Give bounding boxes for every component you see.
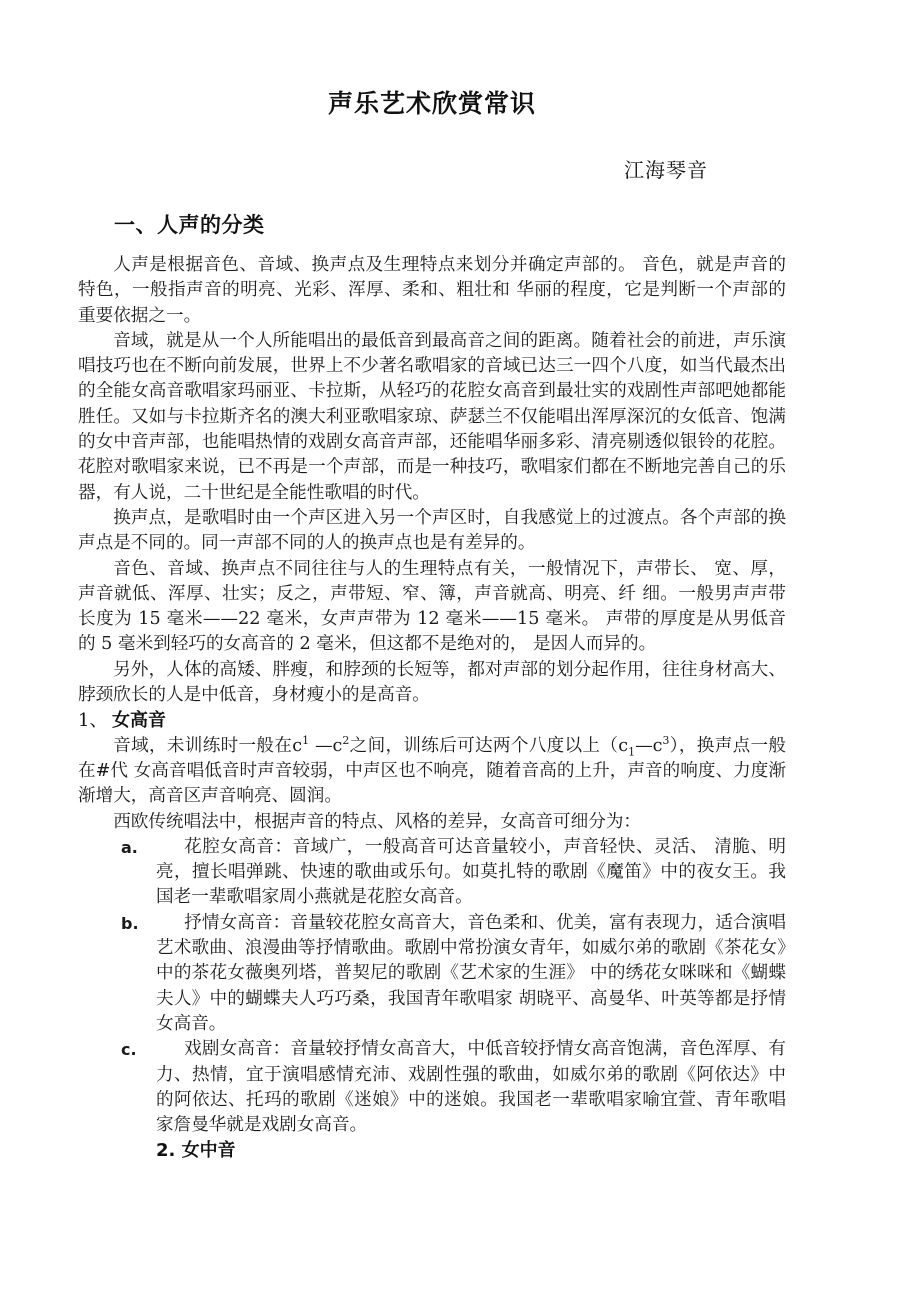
range-text-mid2: 之间，训练后可达两个八度以上（c: [349, 735, 629, 756]
paragraph-2: 音域，就是从一个人所能唱出的最低音到最高音之间的距离。随着社会的前进，声乐演唱技巧也在不断向前发展，世界上不少著名歌唱家的音域已达三一四个八度，如当代最杰出的全能女高音歌唱家玛丽亚、卡拉斯，从轻巧的花腔女高音到最壮实的戏剧性声部吧她都能胜任。又如与卡拉斯齐名的澳大利亚歌唱家琼、萨瑟兰不仅能唱出浑厚深沉的女低音、饱满的女中音声部，也能唱热情的戏剧女高音声部，还能唱华丽多彩、清亮剔透似银铃的花腔。花腔对歌唱家来说，已不再是一个声部，而是一种技巧，歌唱家们都在不断地完善自己的乐器，有人说，二十世纪是全能性歌唱的时代。: [78, 330, 786, 503]
list-marker-c: c.: [121, 1040, 137, 1060]
range-text-mid3: —c: [635, 735, 663, 756]
paragraph-soprano-range: [78, 734, 786, 810]
list-item: [78, 1037, 786, 1138]
paragraph-1: 人声是根据音色、音域、换声点及生理特点来划分并确定声部的。 音色，就是声音的特色，一般指声音的明亮、光彩、浑厚、柔和、粗壮和 华丽的程度，它是判断一个声部的重要依据之一。: [78, 255, 786, 326]
list-item-text-b: 抒情女高音：音量较花腔女高音大，音色柔和、优美，富有表现力，适合演唱艺术歌曲、浪漫曲等抒情歌曲。歌剧中常扮演女青年，如威尔弟的歌剧《茶花女》中的茶花女薇奥列塔，普契尼的歌剧《艺术家的生涯》 中的绣花女咪咪和《蝴蝶夫人》中的蝴蝶夫人巧巧桑，我国青年歌唱家 胡晓平、高曼华、叶英等都是抒情女高音。: [156, 912, 786, 1034]
paragraph-soprano-intro: 西欧传统唱法中，根据声音的特点、风格的差异，女高音可细分为：: [113, 811, 642, 832]
paragraph-4: 音色、音域、换声点不同往往与人的生理特点有关，一般情况下，声带长、 宽、厚，声音就低、浑厚、壮实；反之，声带短、窄、簿，声音就高、明亮、纤 细。一般男声声带长度为 15 毫米——22 毫米，女声声带为 12 毫米——15 毫米。 声带的厚度是从男低音的 5 毫米到轻巧的女高音的 2 毫米，但这都不是绝对的， 是因人而异的。: [78, 558, 786, 655]
range-text-after: ），换声点一般在#代 女高音唱低音时声音较弱，中声区也不响亮，随着音高的上升，声音的响度、力度渐渐增大，高音区声音响亮、圆润。: [78, 735, 787, 807]
subscript-1: 1: [628, 745, 636, 759]
list-item-text-a: 花腔女高音：音域广，一般高音可达音量较小，声音轻快、灵活、 清脆、明亮，擅长唱弹跳、快速的歌曲或乐句。如莫扎特的歌剧《魔笛》中的夜女王。我国老一辈歌唱家周小燕就是花腔女高音。: [156, 836, 786, 908]
list-item: [78, 911, 786, 1037]
list-marker-b: b.: [121, 913, 139, 933]
list-item: [78, 835, 786, 911]
section-heading-1: 一、人声的分类: [114, 213, 265, 237]
subsection-heading-mezzo: [78, 1138, 786, 1163]
range-text-before: 音域，未训练时一般在c: [113, 735, 303, 756]
superscript-2: 2: [342, 733, 350, 747]
subsection-label-2: 女中音: [181, 1140, 236, 1162]
superscript-1: 1: [302, 733, 310, 747]
paragraph-5: 另外，人体的高矮、胖瘦，和脖颈的长短等，都对声部的划分起作用，往往身材高大、脖颈欣长的人是中低音，身材瘦小的是高音。: [78, 659, 786, 706]
subsection-number-2: 2.: [156, 1140, 176, 1162]
subsection-heading-soprano: [78, 708, 786, 733]
page-title: 声乐艺术欣赏常识: [327, 89, 536, 118]
document-author: 江海琴音: [624, 158, 708, 182]
range-text-mid1: —c: [309, 735, 343, 756]
document-content: [78, 0, 786, 1164]
superscript-3: 3: [662, 733, 670, 747]
subsection-label: 女高音: [112, 710, 166, 732]
list-item-text-c: 戏剧女高音：音量较抒情女高音大，中低音较抒情女高音饱满，音色浑厚、有力、热情，宜于演唱感情充沛、戏剧性强的歌曲，如威尔弟的歌剧《阿依达》中的阿依达、托玛的歌剧《迷娘》中的迷娘。我国老一辈歌唱家喻宜萱、青年歌唱家詹曼华就是戏剧女高音。: [156, 1039, 786, 1136]
paragraph-3: 换声点，是歌唱时由一个声区进入另一个声区时，自我感觉上的过渡点。各个声部的换声点是不同的。同一声部不同的人的换声点也是有差异的。: [78, 507, 786, 554]
subsection-number: 1、: [78, 710, 108, 732]
list-marker-a: a.: [121, 837, 138, 857]
